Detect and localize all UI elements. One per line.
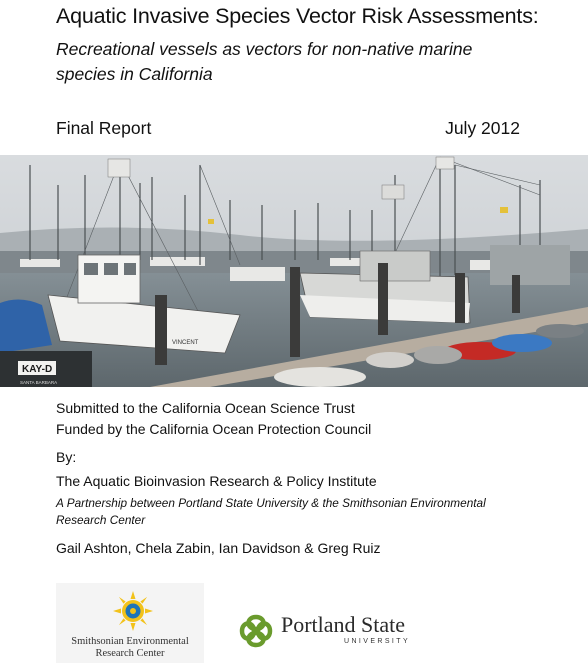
- boat-name-vincent: VINCENT: [172, 340, 199, 346]
- serc-name: [56, 636, 204, 660]
- report-date: July 2012: [445, 118, 520, 138]
- sun-icon: [113, 591, 153, 631]
- portland-state-name: Portland State: [281, 612, 406, 637]
- boat-hull-text: SANTA BARBARA: [20, 380, 58, 385]
- report-type: Final Report: [56, 118, 152, 138]
- by-label: By:: [56, 449, 77, 465]
- submitted-to: Submitted to the California Ocean Science Trust: [56, 400, 355, 416]
- institute-name: The Aquatic Bioinvasion Research & Policy Institute: [56, 473, 377, 489]
- report-subtitle: Recreational vessels as vectors for non-native marine species in California: [56, 39, 473, 84]
- portland-state-knot-icon: [238, 613, 274, 649]
- submission-block: [56, 398, 371, 440]
- report-title: Aquatic Invasive Species Vector Risk Assessments:: [56, 4, 539, 28]
- boat-name-kayd: KAY-D: [22, 364, 53, 375]
- serc-line-1: Smithsonian Environmental: [71, 636, 189, 647]
- portland-state-university: UNIVERSITY: [344, 638, 411, 645]
- harbor-photo: [0, 155, 588, 387]
- serc-line-2: Research Center: [95, 648, 165, 659]
- authors: Gail Ashton, Chela Zabin, Ian Davidson & Greg Ruiz: [56, 540, 381, 556]
- funded-by: Funded by the California Ocean Protection Council: [56, 421, 372, 437]
- partnership-note: A Partnership between Portland State University & the Smithsonian Environmental Research Center: [56, 496, 486, 527]
- smithsonian-logo: [56, 583, 204, 663]
